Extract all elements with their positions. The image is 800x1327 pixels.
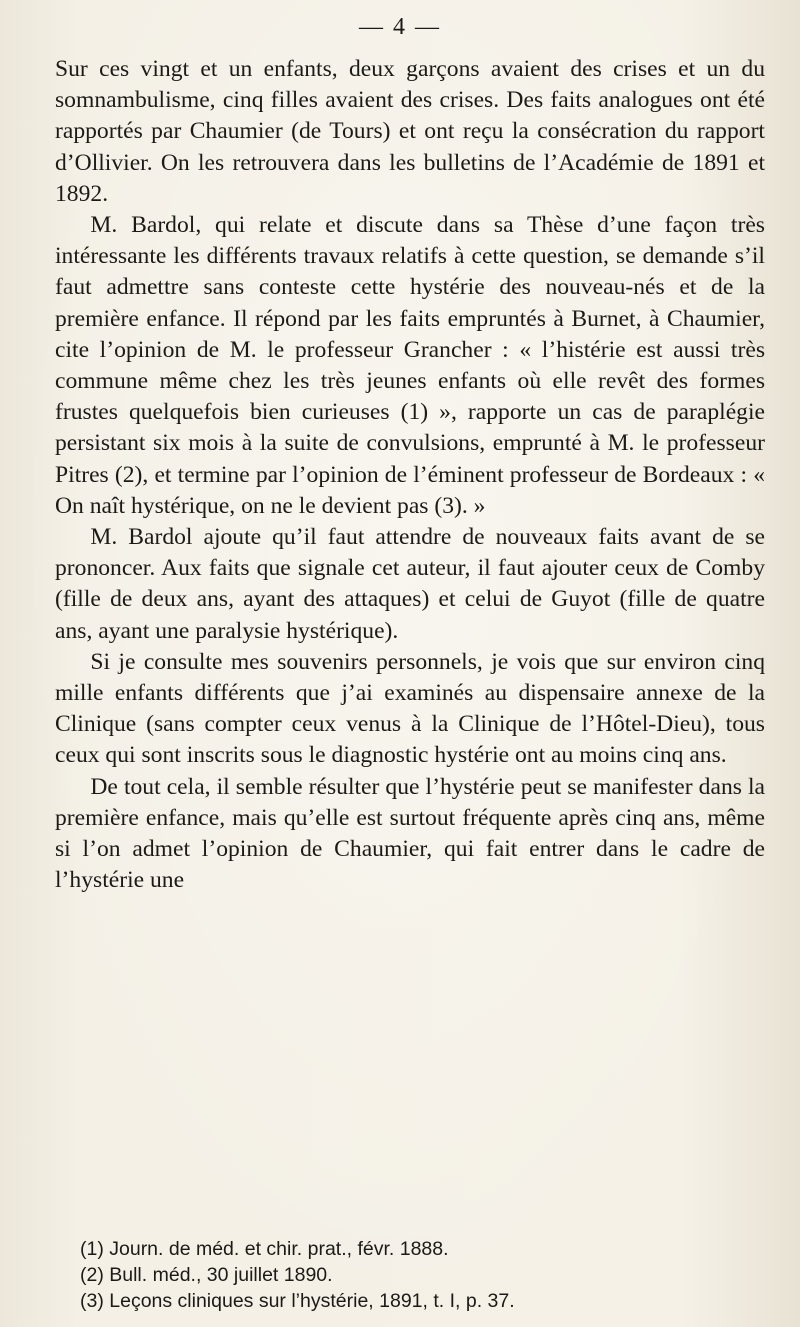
paragraph: M. Bardol ajoute qu’il faut attendre de nouveaux faits avant de se prononcer. Aux faits que signale cet auteur, il faut ajouter ceux de Comby (fille de deux ans, ayant des attaques) et celui de Guyot (fille de quatre ans, ayant une paralysie hystérique).	[55, 524, 765, 644]
paragraph: Si je consulte mes souvenirs personnels, je vois que sur environ cinq mille enfants différents que j’ai examinés au dispensaire annexe de la Clinique (sans compter ceux venus à la Clinique de l’Hôtel-Dieu), tous ceux qui sont inscrits sous le diagnostic hystérie ont au moins cinq ans.	[55, 648, 765, 769]
page-number: — 4 —	[359, 14, 441, 40]
body-text	[55, 54, 765, 896]
paragraph: De tout cela, il semble résulter que l’hystérie peut se manifester dans la première enfance, mais qu’elle est surtout fréquente après cinq ans, même si l’on admet l’opinion de Chaumier, qui fait entrer dans le cadre de l’hystérie une	[55, 773, 765, 894]
footnote: (2) Bull. méd., 30 juillet 1890.	[80, 1264, 333, 1286]
footnotes	[80, 1236, 760, 1314]
footnote: (3) Leçons cliniques sur l’hystérie, 1891, t. I, p. 37.	[80, 1290, 515, 1312]
paragraph: M. Bardol, qui relate et discute dans sa Thèse d’une façon très intéressante les différents travaux relatifs à cette question, se demande s’il faut admettre sans conteste cette hystérie des nouveau-nés et de la première enfance. Il répond par les faits empruntés à Burnet, à Chaumier, cite l’opinion de M. le professeur Grancher : « l’histérie est aussi très commune même chez les très jeunes enfants où elle revêt des formes frustes quelquefois bien curieuses (1) », rapporte un cas de paraplégie persistant six mois à la suite de convulsions, emprunté à M. le professeur Pitres (2), et termine par l’opinion de l’éminent professeur de Bordeaux : « On naît hystérique, on ne le devient pas (3). »	[55, 212, 765, 519]
footnote: (1) Journ. de méd. et chir. prat., févr. 1888.	[80, 1238, 449, 1260]
paragraph: Sur ces vingt et un enfants, deux garçons avaient des crises et un du somnambulisme, cinq filles avaient des crises. Des faits analogues ont été rapportés par Chaumier (de Tours) et ont reçu la consécration du rapport d’Ollivier. On les retrouvera dans les bulletins de l’Académie de 1891 et 1892.	[55, 56, 765, 207]
